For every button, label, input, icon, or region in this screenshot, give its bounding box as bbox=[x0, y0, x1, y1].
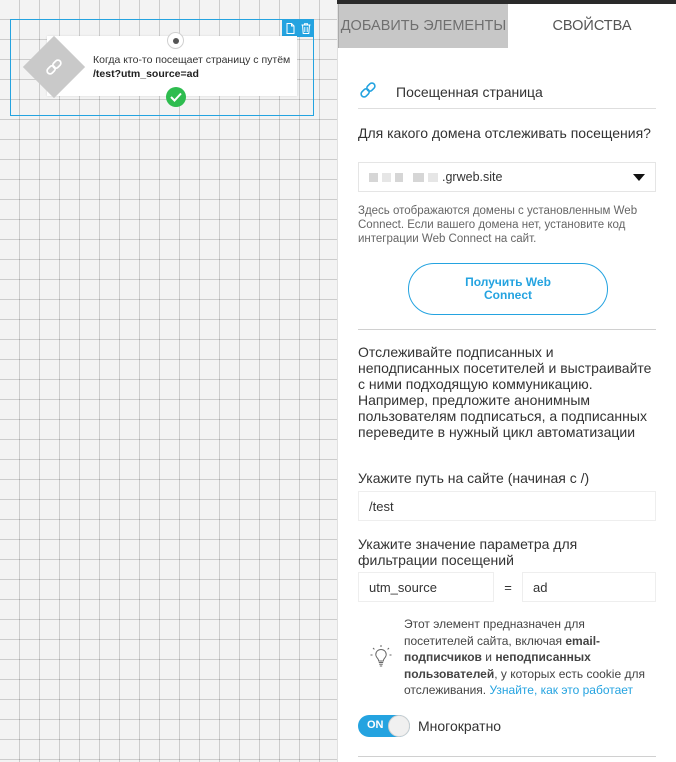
repeat-toggle[interactable] bbox=[358, 715, 410, 737]
domain-hint: Здесь отображаются домены с установленным Web Connect. Если вашего домена нет, установите код интеграции Web Connect на сайт. bbox=[358, 205, 638, 245]
repeat-toggle-row bbox=[358, 714, 656, 738]
file-icon[interactable] bbox=[284, 21, 296, 35]
domain-value: .grweb.site bbox=[442, 170, 503, 184]
redacted-block bbox=[395, 173, 403, 182]
path-label: Укажите путь на сайте (начиная с /) bbox=[358, 470, 590, 486]
trash-icon[interactable] bbox=[300, 21, 312, 35]
toggle-knob bbox=[388, 715, 410, 737]
panel-tabs bbox=[338, 4, 676, 48]
node-actions bbox=[282, 19, 314, 37]
path-input[interactable]: /test bbox=[358, 491, 656, 521]
redacted-block bbox=[382, 173, 391, 182]
toggle-state: ON bbox=[367, 719, 384, 731]
redacted-block bbox=[413, 173, 424, 182]
domain-select[interactable] bbox=[358, 162, 656, 192]
info-text-1: Этот элемент предназначен для посетителей сайта, включая bbox=[404, 617, 585, 648]
tab-add-elements[interactable]: ДОБАВИТЬ ЭЛЕМЕНТЫ bbox=[338, 4, 508, 48]
section-header bbox=[358, 76, 656, 109]
divider bbox=[358, 329, 656, 330]
info-bold-1: email-подписчиков bbox=[404, 633, 601, 664]
node-text-path: /test?utm_source=ad bbox=[93, 67, 199, 80]
redacted-block bbox=[369, 173, 378, 182]
info-text-3: , у которых есть cookie для отслеживания. bbox=[404, 666, 645, 697]
info-box bbox=[358, 616, 656, 699]
param-label: Укажите значение параметра для фильтрации посещений bbox=[358, 536, 578, 568]
link-icon bbox=[43, 56, 65, 78]
learn-more-link[interactable]: Узнайте, как это работает bbox=[489, 683, 634, 697]
link-icon bbox=[358, 80, 378, 105]
param-row bbox=[358, 572, 656, 602]
section-title: Посещенная страница bbox=[396, 84, 543, 100]
tab-properties[interactable]: СВОЙСТВА bbox=[552, 18, 632, 34]
properties-panel bbox=[337, 4, 676, 762]
port-dot bbox=[173, 38, 179, 44]
check-icon[interactable] bbox=[166, 87, 186, 107]
divider bbox=[358, 756, 656, 757]
info-text bbox=[404, 616, 656, 699]
get-webconnect-button[interactable]: Получить Web Connect bbox=[408, 263, 608, 315]
info-text-2: и bbox=[481, 650, 496, 664]
domain-label: Для какого домена отслеживать посещения? bbox=[358, 125, 651, 141]
node-input-port[interactable] bbox=[167, 32, 184, 49]
node-description bbox=[93, 54, 293, 81]
param-name-input[interactable]: utm_source bbox=[358, 572, 494, 602]
equals-sign: = bbox=[504, 579, 512, 595]
workflow-canvas[interactable] bbox=[0, 0, 337, 762]
description-text: Отслеживайте подписанных и неподписанных посетителей и выстраивайте с ними подходящую коммуникацию. Например, предложите анонимным пользователям подписаться, а подписанных переведите в нужный цикл автоматизации bbox=[358, 344, 652, 440]
param-value-input[interactable]: ad bbox=[522, 572, 656, 602]
node-text-prefix: Когда кто-то посещает страницу с путём bbox=[93, 54, 291, 66]
redacted-block bbox=[428, 173, 438, 182]
caret-down-icon[interactable] bbox=[633, 174, 645, 181]
info-bold-2: неподписанных пользователей bbox=[404, 650, 591, 681]
lightbulb-icon bbox=[358, 616, 404, 699]
repeat-label: Многократно bbox=[418, 718, 502, 734]
